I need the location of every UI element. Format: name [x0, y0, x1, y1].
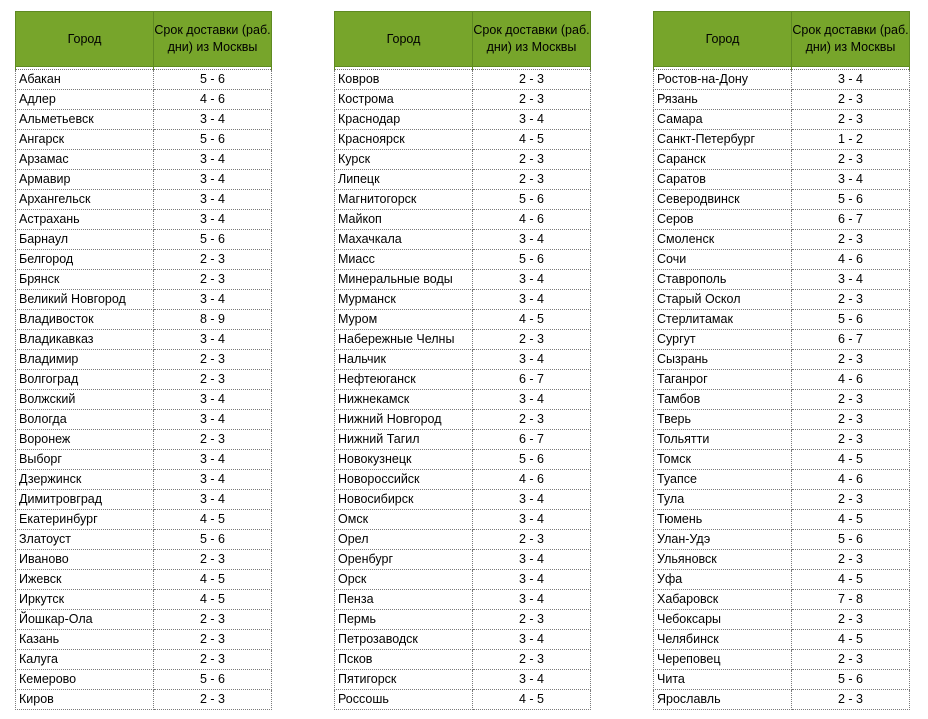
delivery-days: 1 - 2 [792, 130, 910, 150]
table-row [654, 210, 910, 230]
table-row [654, 550, 910, 570]
delivery-days: 3 - 4 [473, 630, 591, 650]
city-name: Томск [654, 450, 792, 470]
table-row [16, 530, 272, 550]
city-name: Ижевск [16, 570, 154, 590]
city-name: Иркутск [16, 590, 154, 610]
city-name: Хабаровск [654, 590, 792, 610]
table-row [16, 110, 272, 130]
delivery-days: 3 - 4 [154, 410, 272, 430]
delivery-days: 2 - 3 [154, 630, 272, 650]
delivery-days: 3 - 4 [473, 290, 591, 310]
table-row [654, 530, 910, 550]
delivery-days: 2 - 3 [154, 430, 272, 450]
delivery-days: 5 - 6 [154, 670, 272, 690]
table-row [16, 390, 272, 410]
table-row [16, 610, 272, 630]
delivery-days: 3 - 4 [154, 290, 272, 310]
table-row [654, 330, 910, 350]
table-row [654, 650, 910, 670]
table-row [16, 630, 272, 650]
table-row [654, 190, 910, 210]
city-name: Йошкар-Ола [16, 610, 154, 630]
delivery-days: 2 - 3 [154, 370, 272, 390]
city-name: Смоленск [654, 230, 792, 250]
delivery-days: 4 - 5 [792, 630, 910, 650]
delivery-days: 5 - 6 [473, 250, 591, 270]
city-name: Курск [335, 150, 473, 170]
delivery-days: 4 - 5 [792, 450, 910, 470]
delivery-days: 2 - 3 [792, 550, 910, 570]
city-name: Владивосток [16, 310, 154, 330]
table-row [654, 310, 910, 330]
table-row [654, 270, 910, 290]
delivery-days: 6 - 7 [473, 370, 591, 390]
table-row [335, 610, 591, 630]
delivery-days: 3 - 4 [154, 150, 272, 170]
table-row [16, 250, 272, 270]
table-row [335, 590, 591, 610]
table-row [16, 450, 272, 470]
table-row [335, 530, 591, 550]
table-row [335, 250, 591, 270]
table-row [335, 630, 591, 650]
table-row [654, 430, 910, 450]
delivery-days: 4 - 5 [154, 590, 272, 610]
delivery-days: 2 - 3 [792, 150, 910, 170]
city-name: Нефтеюганск [335, 370, 473, 390]
table-row [654, 230, 910, 250]
delivery-days: 3 - 4 [154, 170, 272, 190]
city-name: Майкоп [335, 210, 473, 230]
city-name: Кострома [335, 90, 473, 110]
table-row [335, 670, 591, 690]
delivery-days: 2 - 3 [154, 350, 272, 370]
city-name: Нижний Тагил [335, 430, 473, 450]
header-delivery-days: Срок доставки (раб. дни) из Москвы [792, 12, 910, 67]
city-name: Кемерово [16, 670, 154, 690]
table-row [16, 550, 272, 570]
city-name: Белгород [16, 250, 154, 270]
table-row [654, 410, 910, 430]
delivery-days: 3 - 4 [154, 190, 272, 210]
table-row [654, 350, 910, 370]
table-row [654, 150, 910, 170]
delivery-days: 2 - 3 [792, 690, 910, 710]
table-row [654, 510, 910, 530]
header-city: Город [654, 12, 792, 67]
table-row [16, 310, 272, 330]
delivery-days: 5 - 6 [473, 450, 591, 470]
delivery-days: 3 - 4 [154, 110, 272, 130]
table-row [654, 570, 910, 590]
delivery-days: 2 - 3 [792, 650, 910, 670]
delivery-days: 2 - 3 [473, 70, 591, 90]
delivery-days: 2 - 3 [792, 110, 910, 130]
city-name: Астрахань [16, 210, 154, 230]
delivery-days: 2 - 3 [473, 90, 591, 110]
table-row [16, 490, 272, 510]
delivery-days: 2 - 3 [473, 170, 591, 190]
delivery-table-3 [653, 11, 910, 710]
table-row [16, 690, 272, 710]
city-name: Улан-Удэ [654, 530, 792, 550]
city-name: Муром [335, 310, 473, 330]
table-row [654, 390, 910, 410]
delivery-days: 5 - 6 [154, 130, 272, 150]
delivery-days: 4 - 6 [473, 470, 591, 490]
table-row [654, 450, 910, 470]
city-name: Владикавказ [16, 330, 154, 350]
delivery-days: 3 - 4 [473, 390, 591, 410]
delivery-days: 3 - 4 [473, 510, 591, 530]
table-row [16, 670, 272, 690]
table-row [335, 410, 591, 430]
delivery-days: 2 - 3 [792, 430, 910, 450]
table-row [335, 570, 591, 590]
delivery-days: 4 - 5 [792, 570, 910, 590]
delivery-days: 6 - 7 [792, 210, 910, 230]
table-row [16, 230, 272, 250]
city-name: Новороссийск [335, 470, 473, 490]
table-row [16, 510, 272, 530]
city-name: Стерлитамак [654, 310, 792, 330]
delivery-days: 3 - 4 [154, 390, 272, 410]
city-name: Уфа [654, 570, 792, 590]
city-name: Старый Оскол [654, 290, 792, 310]
city-name: Екатеринбург [16, 510, 154, 530]
delivery-days: 4 - 5 [154, 510, 272, 530]
delivery-days: 4 - 5 [792, 510, 910, 530]
city-name: Петрозаводск [335, 630, 473, 650]
table-row [16, 370, 272, 390]
delivery-days: 5 - 6 [154, 230, 272, 250]
table-row [335, 550, 591, 570]
city-name: Краснодар [335, 110, 473, 130]
city-name: Нижний Новгород [335, 410, 473, 430]
table-row [16, 170, 272, 190]
city-name: Адлер [16, 90, 154, 110]
table-row [654, 470, 910, 490]
city-name: Димитровград [16, 490, 154, 510]
city-name: Ульяновск [654, 550, 792, 570]
table-row [335, 390, 591, 410]
table-row [335, 690, 591, 710]
delivery-days: 3 - 4 [154, 330, 272, 350]
header-city: Город [16, 12, 154, 67]
city-name: Тольятти [654, 430, 792, 450]
city-name: Набережные Челны [335, 330, 473, 350]
delivery-days: 3 - 4 [792, 270, 910, 290]
city-name: Воронеж [16, 430, 154, 450]
delivery-days: 3 - 4 [473, 230, 591, 250]
delivery-days: 2 - 3 [473, 610, 591, 630]
table-row [335, 650, 591, 670]
city-name: Омск [335, 510, 473, 530]
delivery-days: 2 - 3 [154, 610, 272, 630]
delivery-days: 2 - 3 [792, 290, 910, 310]
table-row [16, 570, 272, 590]
city-name: Нальчик [335, 350, 473, 370]
city-name: Волжский [16, 390, 154, 410]
city-name: Сызрань [654, 350, 792, 370]
delivery-days: 3 - 4 [473, 270, 591, 290]
city-name: Сургут [654, 330, 792, 350]
table-row [335, 110, 591, 130]
delivery-days: 2 - 3 [154, 250, 272, 270]
city-name: Ставрополь [654, 270, 792, 290]
delivery-table-1 [15, 11, 272, 710]
city-name: Череповец [654, 650, 792, 670]
delivery-days: 5 - 6 [473, 190, 591, 210]
city-name: Минеральные воды [335, 270, 473, 290]
city-name: Серов [654, 210, 792, 230]
delivery-days: 4 - 6 [792, 470, 910, 490]
delivery-days: 2 - 3 [792, 390, 910, 410]
header-delivery-days: Срок доставки (раб. дни) из Москвы [154, 12, 272, 67]
table-row [654, 70, 910, 90]
city-name: Туапсе [654, 470, 792, 490]
table-row [654, 250, 910, 270]
delivery-days: 4 - 6 [473, 210, 591, 230]
city-name: Архангельск [16, 190, 154, 210]
table-row [654, 610, 910, 630]
delivery-days: 2 - 3 [154, 270, 272, 290]
delivery-days: 3 - 4 [792, 170, 910, 190]
delivery-table-2 [334, 11, 591, 710]
city-name: Владимир [16, 350, 154, 370]
city-name: Челябинск [654, 630, 792, 650]
city-name: Пермь [335, 610, 473, 630]
table-row [654, 370, 910, 390]
delivery-days: 7 - 8 [792, 590, 910, 610]
delivery-days: 3 - 4 [473, 550, 591, 570]
city-name: Санкт-Петербург [654, 130, 792, 150]
delivery-days: 4 - 5 [473, 130, 591, 150]
table-row [654, 170, 910, 190]
city-name: Оренбург [335, 550, 473, 570]
city-name: Орск [335, 570, 473, 590]
city-name: Тверь [654, 410, 792, 430]
table-row [654, 670, 910, 690]
city-name: Саратов [654, 170, 792, 190]
city-name: Рязань [654, 90, 792, 110]
delivery-days: 4 - 6 [154, 90, 272, 110]
city-name: Сочи [654, 250, 792, 270]
city-name: Брянск [16, 270, 154, 290]
table-row [16, 590, 272, 610]
city-name: Красноярск [335, 130, 473, 150]
delivery-days: 3 - 4 [473, 570, 591, 590]
delivery-days: 2 - 3 [473, 530, 591, 550]
city-name: Киров [16, 690, 154, 710]
table-row [335, 90, 591, 110]
city-name: Ростов-на-Дону [654, 70, 792, 90]
delivery-days: 4 - 5 [473, 690, 591, 710]
table-row [16, 70, 272, 90]
delivery-days: 2 - 3 [473, 330, 591, 350]
city-name: Северодвинск [654, 190, 792, 210]
city-name: Россошь [335, 690, 473, 710]
table-row [335, 230, 591, 250]
city-name: Великий Новгород [16, 290, 154, 310]
city-name: Выборг [16, 450, 154, 470]
delivery-days: 3 - 4 [154, 490, 272, 510]
city-name: Дзержинск [16, 470, 154, 490]
delivery-days: 2 - 3 [792, 90, 910, 110]
city-name: Иваново [16, 550, 154, 570]
table-row [335, 490, 591, 510]
city-name: Пятигорск [335, 670, 473, 690]
delivery-days: 2 - 3 [473, 410, 591, 430]
city-name: Махачкала [335, 230, 473, 250]
delivery-days: 5 - 6 [792, 530, 910, 550]
delivery-days: 2 - 3 [154, 650, 272, 670]
delivery-days: 2 - 3 [792, 490, 910, 510]
table-row [654, 690, 910, 710]
city-name: Магнитогорск [335, 190, 473, 210]
table-row [335, 210, 591, 230]
delivery-days: 2 - 3 [792, 230, 910, 250]
header-delivery-days: Срок доставки (раб. дни) из Москвы [473, 12, 591, 67]
city-name: Нижнекамск [335, 390, 473, 410]
table-row [16, 470, 272, 490]
table-row [16, 190, 272, 210]
city-name: Ангарск [16, 130, 154, 150]
city-name: Таганрог [654, 370, 792, 390]
city-name: Орел [335, 530, 473, 550]
table-row [16, 270, 272, 290]
table-row [335, 470, 591, 490]
city-name: Псков [335, 650, 473, 670]
table-row [335, 330, 591, 350]
city-name: Новосибирск [335, 490, 473, 510]
city-name: Самара [654, 110, 792, 130]
delivery-days: 3 - 4 [473, 490, 591, 510]
delivery-days: 4 - 6 [792, 250, 910, 270]
city-name: Саранск [654, 150, 792, 170]
table-row [335, 370, 591, 390]
city-name: Тула [654, 490, 792, 510]
delivery-days: 3 - 4 [473, 350, 591, 370]
city-name: Ковров [335, 70, 473, 90]
table-row [335, 270, 591, 290]
table-row [16, 350, 272, 370]
city-name: Волгоград [16, 370, 154, 390]
table-row [16, 90, 272, 110]
delivery-days: 3 - 4 [473, 110, 591, 130]
delivery-days: 5 - 6 [792, 310, 910, 330]
table-row [16, 330, 272, 350]
delivery-days: 2 - 3 [792, 350, 910, 370]
table-row [654, 290, 910, 310]
table-row [335, 150, 591, 170]
delivery-days: 2 - 3 [792, 410, 910, 430]
city-name: Тюмень [654, 510, 792, 530]
city-name: Калуга [16, 650, 154, 670]
table-row [16, 410, 272, 430]
delivery-days: 5 - 6 [792, 190, 910, 210]
city-name: Армавир [16, 170, 154, 190]
delivery-days: 2 - 3 [154, 690, 272, 710]
city-name: Абакан [16, 70, 154, 90]
delivery-days: 2 - 3 [792, 610, 910, 630]
city-name: Чебоксары [654, 610, 792, 630]
city-name: Барнаул [16, 230, 154, 250]
city-name: Тамбов [654, 390, 792, 410]
table-row [16, 650, 272, 670]
delivery-days: 2 - 3 [154, 550, 272, 570]
table-row [16, 430, 272, 450]
table-row [16, 150, 272, 170]
table-row [335, 130, 591, 150]
table-row [654, 490, 910, 510]
city-name: Новокузнецк [335, 450, 473, 470]
delivery-days: 4 - 5 [154, 570, 272, 590]
city-name: Альметьевск [16, 110, 154, 130]
delivery-days: 3 - 4 [154, 450, 272, 470]
table-row [335, 290, 591, 310]
table-row [16, 210, 272, 230]
delivery-days: 5 - 6 [154, 530, 272, 550]
delivery-days: 4 - 5 [473, 310, 591, 330]
delivery-days: 6 - 7 [792, 330, 910, 350]
table-row [654, 590, 910, 610]
table-row [335, 510, 591, 530]
table-row [16, 290, 272, 310]
delivery-days: 8 - 9 [154, 310, 272, 330]
delivery-days: 2 - 3 [473, 650, 591, 670]
city-name: Арзамас [16, 150, 154, 170]
table-row [335, 70, 591, 90]
city-name: Ярославль [654, 690, 792, 710]
table-row [335, 430, 591, 450]
delivery-days: 3 - 4 [473, 590, 591, 610]
table-row [654, 630, 910, 650]
delivery-days: 6 - 7 [473, 430, 591, 450]
city-name: Вологда [16, 410, 154, 430]
table-row [654, 130, 910, 150]
table-row [335, 170, 591, 190]
delivery-days: 5 - 6 [154, 70, 272, 90]
delivery-days: 4 - 6 [792, 370, 910, 390]
city-name: Чита [654, 670, 792, 690]
delivery-days: 3 - 4 [792, 70, 910, 90]
delivery-days: 5 - 6 [792, 670, 910, 690]
city-name: Казань [16, 630, 154, 650]
table-row [16, 130, 272, 150]
table-row [654, 90, 910, 110]
delivery-days: 3 - 4 [154, 210, 272, 230]
header-city: Город [335, 12, 473, 67]
table-row [335, 190, 591, 210]
city-name: Миасс [335, 250, 473, 270]
city-name: Златоуст [16, 530, 154, 550]
city-name: Мурманск [335, 290, 473, 310]
city-name: Липецк [335, 170, 473, 190]
table-row [335, 450, 591, 470]
table-row [654, 110, 910, 130]
city-name: Пенза [335, 590, 473, 610]
delivery-days: 2 - 3 [473, 150, 591, 170]
delivery-days: 3 - 4 [473, 670, 591, 690]
delivery-days: 3 - 4 [154, 470, 272, 490]
table-row [335, 310, 591, 330]
table-row [335, 350, 591, 370]
